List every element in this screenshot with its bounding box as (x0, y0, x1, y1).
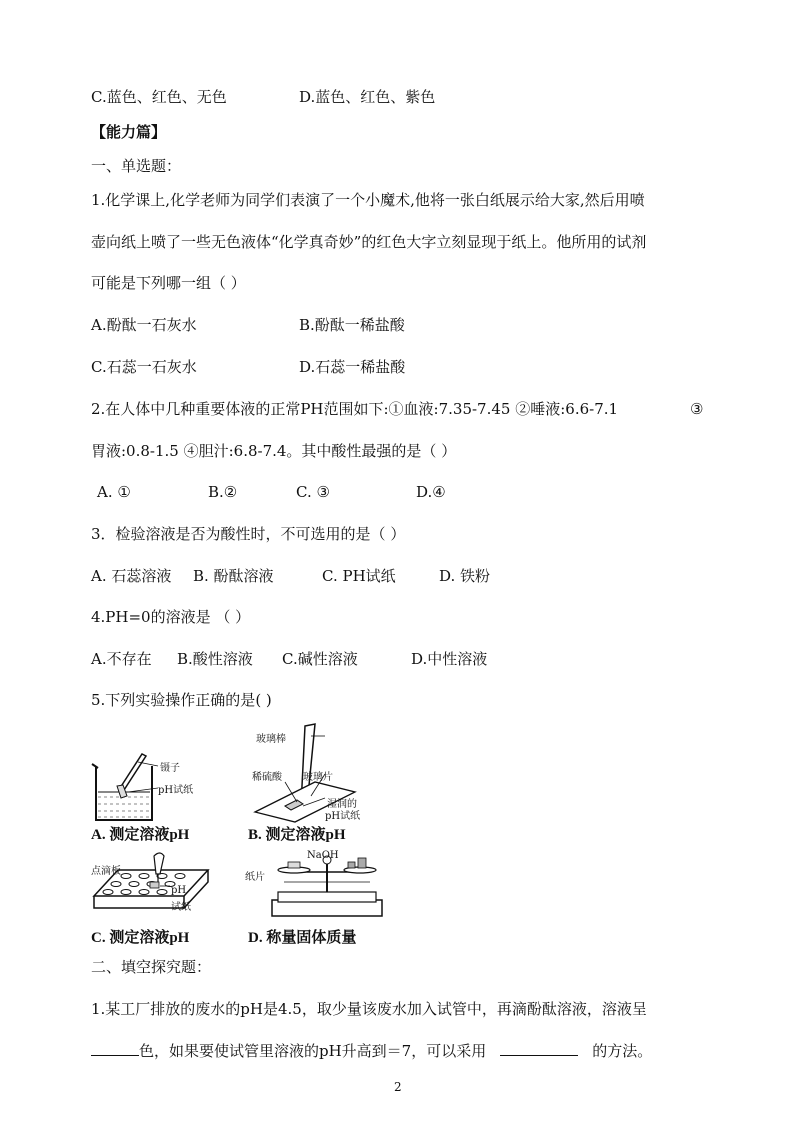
q2-line1-mark: ③ (690, 400, 704, 418)
fill1-seg2: 的方法。 (592, 1042, 653, 1060)
label-dilute-sulfuric-acid: 稀硫酸 (252, 772, 282, 783)
q1-line1: 1.化学课上,化学老师为同学们表演了一个小魔术,他将一张白纸展示给大家,然后用喷 (91, 191, 645, 209)
q1-line2: 壶向纸上喷了一些无色液体“化学真奇妙”的红色大字立刻显现于纸上。他所用的试剂 (91, 233, 647, 251)
fill1-seg1: 色，如果要使试管里溶液的pH升高到＝7，可以采用 (139, 1042, 487, 1060)
q1-option-a: A.酚酞一石灰水 (91, 316, 197, 334)
q3-stem: 3．检验溶液是否为酸性时，不可选用的是（ ） (91, 525, 406, 543)
beaker-tweezers-illustration (90, 752, 220, 822)
fill1-line1: 1.某工厂排放的废水的pH是4.5，取少量该废水加入试管中，再滴酚酞溶液，溶液呈 (91, 1000, 647, 1018)
label-paper-sheet: 纸片 (245, 872, 265, 883)
label-tweezers: 镊子 (160, 763, 180, 774)
q3-option-d: D. 铁粉 (439, 567, 491, 585)
caption-d: D. 称量固体质量 (248, 930, 357, 946)
q2-option-a: A. ① (97, 483, 131, 501)
label-spot-plate: 点滴板 (91, 866, 121, 877)
page-number: 2 (394, 1080, 402, 1094)
q3-option-b: B. 酚酞溶液 (193, 567, 274, 585)
q4-option-c: C.碱性溶液 (282, 650, 358, 668)
section-title: 【能力篇】 (91, 123, 167, 141)
q2-option-b: B.② (208, 483, 238, 501)
q3-option-c: C. PH试纸 (322, 567, 396, 585)
q1-option-d: D.石蕊一稀盐酸 (299, 358, 406, 376)
q5-stem: 5.下列实验操作正确的是( ) (91, 691, 272, 709)
label-wet: 湿润的 (327, 799, 357, 810)
label-ph-paper-a: pH试纸 (158, 785, 194, 796)
caption-b: B. 测定溶液pH (248, 827, 346, 843)
q2-line2: 胃液:0.8-1.5 ④胆汁:6.8-7.4。其中酸性最强的是（ ） (91, 442, 457, 460)
q4-stem: 4.PH=0的溶液是 （ ） (91, 608, 251, 626)
q4-option-a: A.不存在 (91, 650, 152, 668)
q4-option-d: D.中性溶液 (411, 650, 488, 668)
q2-option-c: C. ③ (296, 483, 330, 501)
q1-option-c: C.石蕊一石灰水 (91, 358, 197, 376)
caption-c: C. 测定溶液pH (91, 930, 190, 946)
label-ph-c: pH (171, 885, 187, 896)
q2-line1: 2.在人体中几种重要体液的正常PH范围如下:①血液:7.35-7.45 ②唾液:6.6-7.1 (91, 400, 619, 418)
q1-line3: 可能是下列哪一组（ ） (91, 274, 246, 292)
q4-option-b: B.酸性溶液 (177, 650, 253, 668)
part1-heading: 一、单选题： (91, 157, 182, 175)
fill1-line2 (91, 1041, 652, 1061)
label-glass-plate: 玻璃片 (303, 772, 333, 783)
q3-option-a: A. 石蕊溶液 (91, 567, 172, 585)
answer-blank-color[interactable] (91, 1041, 139, 1056)
label-test-paper-c: 试纸 (171, 902, 191, 913)
answer-blank-method[interactable] (500, 1041, 578, 1056)
q1-option-b: B.酚酞一稀盐酸 (299, 316, 405, 334)
q2-option-d: D.④ (416, 483, 446, 501)
option-d-prev: D.蓝色、红色、紫色 (299, 88, 436, 106)
caption-a: A. 测定溶液pH (91, 827, 190, 843)
label-ph-paper-b: pH试纸 (325, 811, 361, 822)
part2-heading: 二、填空探究题： (91, 958, 212, 976)
option-c-prev: C.蓝色、红色、无色 (91, 88, 227, 106)
label-naoh: NaOH (307, 850, 339, 861)
label-glass-rod: 玻璃棒 (256, 734, 286, 745)
